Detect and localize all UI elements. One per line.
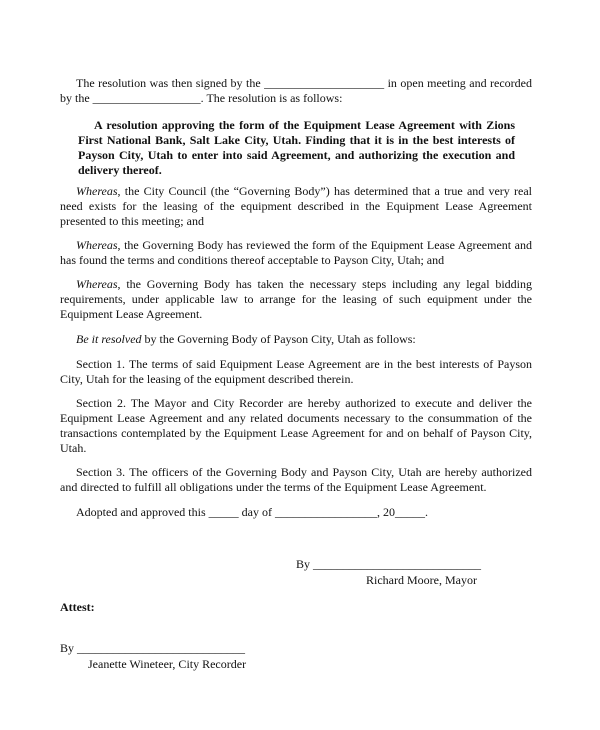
whereas-lead-1: Whereas — [76, 184, 118, 198]
whereas-paragraph-3 — [60, 277, 532, 322]
whereas-lead-3: Whereas — [76, 277, 118, 291]
whereas-text-3: , the Governing Body has taken the necessary steps including any legal bidding requirements, under applicable law to arrange for the leasing of such equipment under the Equipment Lease Agreement. — [60, 277, 532, 321]
mayor-name: Richard Moore, Mayor — [366, 573, 477, 587]
whereas-text-1: , the City Council (the “Governing Body”) has determined that a true and very real need exists for the leasing of the equipment described in the Equipment Lease Agreement presented to this meeting; and — [60, 184, 532, 228]
adopted-line: Adopted and approved this _____ day of _________________, 20_____. — [76, 505, 428, 519]
resolved-text: by the Governing Body of Payson City, Utah as follows: — [141, 332, 416, 346]
recorder-signature-line: By ____________________________ — [60, 641, 246, 655]
whereas-lead-2: Whereas — [76, 238, 118, 252]
recorder-name: Jeanette Wineteer, City Recorder — [88, 657, 247, 671]
section-1-paragraph: Section 1. The terms of said Equipment Lease Agreement are in the best interests of Payson City, Utah for the leasing of the equipment described therein. — [60, 357, 532, 386]
attest-label: Attest: — [60, 600, 95, 614]
mayor-signature-line: By ____________________________ — [296, 557, 482, 571]
resolution-heading: A resolution approving the form of the Equipment Lease Agreement with Zions First National Bank, Salt Lake City, Utah. Finding that it is in the best interests of Payson City, Utah to enter into said Agreement, and authorizing the execution and delivery thereof. — [78, 118, 515, 177]
whereas-paragraph-2 — [60, 238, 532, 268]
resolved-paragraph — [60, 332, 532, 347]
resolved-lead: Be it resolved — [76, 332, 142, 346]
section-2-paragraph: Section 2. The Mayor and City Recorder are hereby authorized to execute and deliver the Equipment Lease Agreement and any related documents necessary to the consummation of the transactions contemplated by the Equipment Lease Agreement for and on behalf of Payson City, Utah. — [60, 396, 532, 455]
section-3-paragraph: Section 3. The officers of the Governing Body and Payson City, Utah are hereby authorized and directed to fulfill all obligations under the terms of the Equipment Lease Agreement. — [60, 465, 532, 494]
whereas-text-2: , the Governing Body has reviewed the form of the Equipment Lease Agreement and has found the terms and conditions thereof acceptable to Payson City, Utah; and — [60, 238, 532, 267]
whereas-paragraph-1 — [60, 184, 532, 229]
intro-paragraph: The resolution was then signed by the ____________________ in open meeting and recorded by the __________________. The resolution is as follows: — [60, 76, 532, 105]
